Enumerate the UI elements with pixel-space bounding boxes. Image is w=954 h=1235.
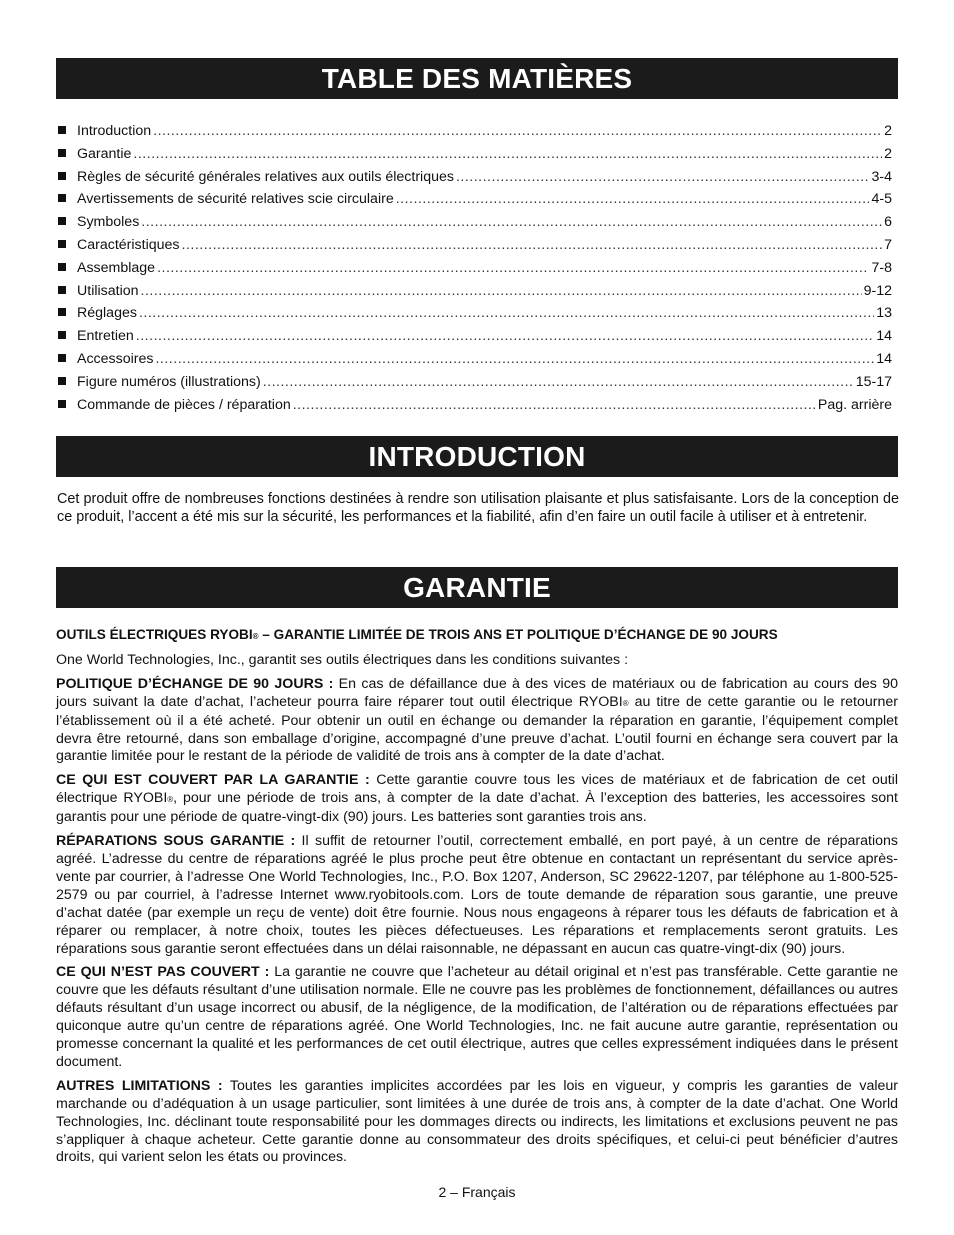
toc-item[interactable] [58, 283, 892, 306]
toc-item[interactable] [58, 260, 892, 283]
toc-item[interactable] [58, 351, 892, 374]
toc-item[interactable] [58, 397, 892, 420]
dot-leader [157, 260, 869, 276]
paragraph-couvert [56, 772, 898, 827]
square-bullet-icon [58, 240, 66, 248]
toc-item-label: Accessoires [77, 350, 154, 367]
couvert-text-b: , pour une période de trois ans, à compter de la date d’achat. À l’exception des batteries, les accessoires sont garantis pour une période de quatre-vingt-dix (90) jours. Les batteries sont garanties trois ans. [56, 790, 898, 826]
square-bullet-icon [58, 331, 66, 339]
dot-leader [139, 305, 874, 321]
garantie-heading [56, 626, 898, 646]
toc-item-page: 2 [884, 145, 892, 162]
toc-item[interactable] [58, 191, 892, 214]
toc-item[interactable] [58, 169, 892, 192]
couvert-label: CE QUI EST COUVERT PAR LA GARANTIE : [56, 772, 370, 789]
toc-item[interactable] [58, 123, 892, 146]
toc-item[interactable] [58, 146, 892, 169]
square-bullet-icon [58, 217, 66, 225]
politique-text-b: au titre de cette garantie ou le retourner l’établissement où il a été acheté. Pour obtenir un outil en échange ou demander la réparation en garantie, l’équipement complet devra être retourné, dans son emballage d’origine, accompagné d’une preuve d’achat. L’outil fourni en échange sera couvert par la garantie limitée pour le restant de la période de validité de trois ans à compter de la date d’achat. [56, 693, 899, 765]
dot-leader [293, 397, 816, 413]
reparations-label: RÉPARATIONS SOUS GARANTIE : [56, 833, 296, 850]
toc-item-label: Symboles [77, 214, 140, 231]
toc-item[interactable] [58, 214, 892, 237]
square-bullet-icon [58, 172, 66, 180]
toc-item-page: 15-17 [855, 373, 892, 390]
toc-item[interactable] [58, 305, 892, 328]
toc-item-page: 14 [876, 350, 892, 367]
paragraph-non-couvert [56, 964, 898, 1071]
limitations-text: Toutes les garanties implicites accordées par les lois en vigueur, y compris les garanties de valeur marchande ou d’adéquation à un usage particulier, sont limitées à une durée de trois ans, à compter de la date d’achat. One World Technologies, Inc. déclinant toute responsabilité pour les dommages directs ou indirects, les limitations et exclusions peuvent ne pas s’appliquer à chaque acheteur. Cette garantie donne au consommateur des droits spécifiques, et celui-ci peut bénéficier d’autres droits, qui varient selon les états ou provinces. [56, 1077, 898, 1166]
introduction-title-banner: INTRODUCTION [56, 436, 898, 477]
toc-item-label: Caractéristiques [77, 236, 180, 253]
reparations-text: Il suffit de retourner l’outil, correctement emballé, en port payé, à un centre de réparations agréé. L’adresse du centre de réparations agréé le plus proche peut être obtenue en contactant un représentant du service après-vente par courrier, à l’adresse One World Technologies, Inc., P.O. Box 1207, Anderson, SC 29622-1207, par téléphone au 1-800-525-2579 ou par courriel, à l’adresse Internet www.ryobitools.com. Lors de toute demande de réparation sous garantie, une preuve d’achat datée (par exemple un reçu de vente) doit être fournie. Nous nous engageons à réparer tous les défauts de fabrication et à réparer ou remplacer, à notre choix, toutes les pièces défectueuses. Les réparations et remplacements seront gratuits. Les réparations sous garantie seront effectuées dans un délai raisonnable, ne dépassant en aucun cas quatre-vingt-dix (90) jours. [56, 833, 899, 957]
toc-item-page: 6 [884, 214, 892, 231]
toc-item[interactable] [58, 328, 892, 351]
dot-leader [141, 283, 862, 299]
toc-item-label: Introduction [77, 123, 152, 139]
square-bullet-icon [58, 308, 66, 316]
registered-mark: ® [167, 795, 174, 805]
heading-rest: – GARANTIE LIMITÉE DE TROIS ANS ET POLITIQUE D’ÉCHANGE DE 90 JOURS [258, 627, 778, 642]
toc-item-label: Avertissements de sécurité relatives scie circulaire [77, 191, 394, 208]
table-of-contents [58, 123, 892, 419]
paragraph-reparations [56, 833, 898, 958]
dot-leader [141, 214, 882, 230]
square-bullet-icon [58, 286, 66, 294]
toc-title-banner: TABLE DES MATIÈRES [56, 58, 898, 99]
garantie-intro: One World Technologies, Inc., garantit ses outils électriques dans les conditions suivantes : [56, 651, 629, 668]
square-bullet-icon [58, 354, 66, 362]
dot-leader [133, 146, 882, 162]
toc-item-page: 13 [876, 305, 892, 322]
toc-item-page: 2 [884, 123, 892, 139]
square-bullet-icon [58, 126, 66, 134]
toc-item-label: Entretien [77, 328, 134, 345]
toc-item-page: 14 [876, 328, 892, 345]
toc-item-label: Commande de pièces / réparation [77, 396, 291, 413]
toc-item-label: Règles de sécurité générales relatives aux outils électriques [77, 168, 454, 185]
dot-leader [155, 351, 874, 367]
dot-leader [396, 191, 870, 207]
toc-item-label: Figure numéros (illustrations) [77, 373, 261, 390]
square-bullet-icon [58, 194, 66, 202]
toc-item-page: 4-5 [871, 191, 892, 208]
square-bullet-icon [58, 263, 66, 271]
toc-item-label: Réglages [77, 305, 137, 322]
dot-leader [263, 374, 854, 390]
toc-item[interactable] [58, 237, 892, 260]
dot-leader [456, 169, 870, 185]
paragraph-limitations [56, 1078, 898, 1168]
toc-item-label: Garantie [77, 145, 132, 162]
limitations-label: AUTRES LIMITATIONS : [56, 1077, 223, 1094]
garantie-section [56, 626, 898, 1173]
non-couvert-text: La garantie ne couvre que l’acheteur au détail original et n’est pas transférable. Cette garantie ne couvre que les défauts résultant d’une utilisation normale. Elle ne couvre pas les problèmes de fonctionnement, défaillances ou autres défauts résultant d’un usage incorrect ou abusif, de la négligence, de la modification, de l’altération ou de réparations effectuées par quiconque autre qu’un centre de réparations agréé. One World Technologies, Inc. ne fait aucune autre garantie, représentation ou promesse concernant la qualité et les performances de cet outil électrique, autres que celles expressément indiquées dans le présent document. [56, 964, 899, 1070]
toc-item-label: Assemblage [77, 259, 156, 276]
non-couvert-label: CE QUI N’EST PAS COUVERT : [56, 964, 270, 981]
square-bullet-icon [58, 149, 66, 157]
heading-brand: OUTILS ÉLECTRIQUES RYOBI [56, 627, 253, 642]
dot-leader [136, 328, 874, 344]
page-footer: 2 – Français [438, 1184, 516, 1200]
registered-mark: ® [252, 632, 259, 641]
registered-mark: ® [622, 698, 629, 708]
toc-item-page: Pag. arrière [817, 396, 892, 413]
toc-item-page: 7-8 [871, 259, 892, 276]
square-bullet-icon [58, 377, 66, 385]
introduction-text: Cet produit offre de nombreuses fonctions destinées à rendre son utilisation plaisante et plus satisfaisante. Lors de la conception de ce produit, l’accent a été mis sur la sécurité, les performances et la fiabilité, afin d’en faire un outil facile à utiliser et à entretenir. [57, 491, 899, 525]
politique-text-a: En cas de défaillance due à des vices de matériaux ou de fabrication au cours des 90 jours suivant la date d’achat, l’acheteur pourra faire réparer tout outil électrique RYOBI [56, 675, 898, 710]
couvert-text-a: Cette garantie couvre tous les vices de matériaux et de fabrication de cet outil électrique RYOBI [56, 772, 898, 807]
toc-item-page: 9-12 [863, 282, 892, 299]
square-bullet-icon [58, 400, 66, 408]
garantie-title-banner: GARANTIE [56, 567, 898, 608]
toc-item[interactable] [58, 374, 892, 397]
politique-label: POLITIQUE D’ÉCHANGE DE 90 JOURS : [56, 675, 334, 692]
toc-item-page: 7 [884, 236, 892, 253]
dot-leader [153, 123, 882, 139]
toc-item-page: 3-4 [871, 168, 892, 185]
paragraph-politique [56, 676, 898, 767]
toc-item-label: Utilisation [77, 282, 139, 299]
dot-leader [182, 237, 883, 253]
